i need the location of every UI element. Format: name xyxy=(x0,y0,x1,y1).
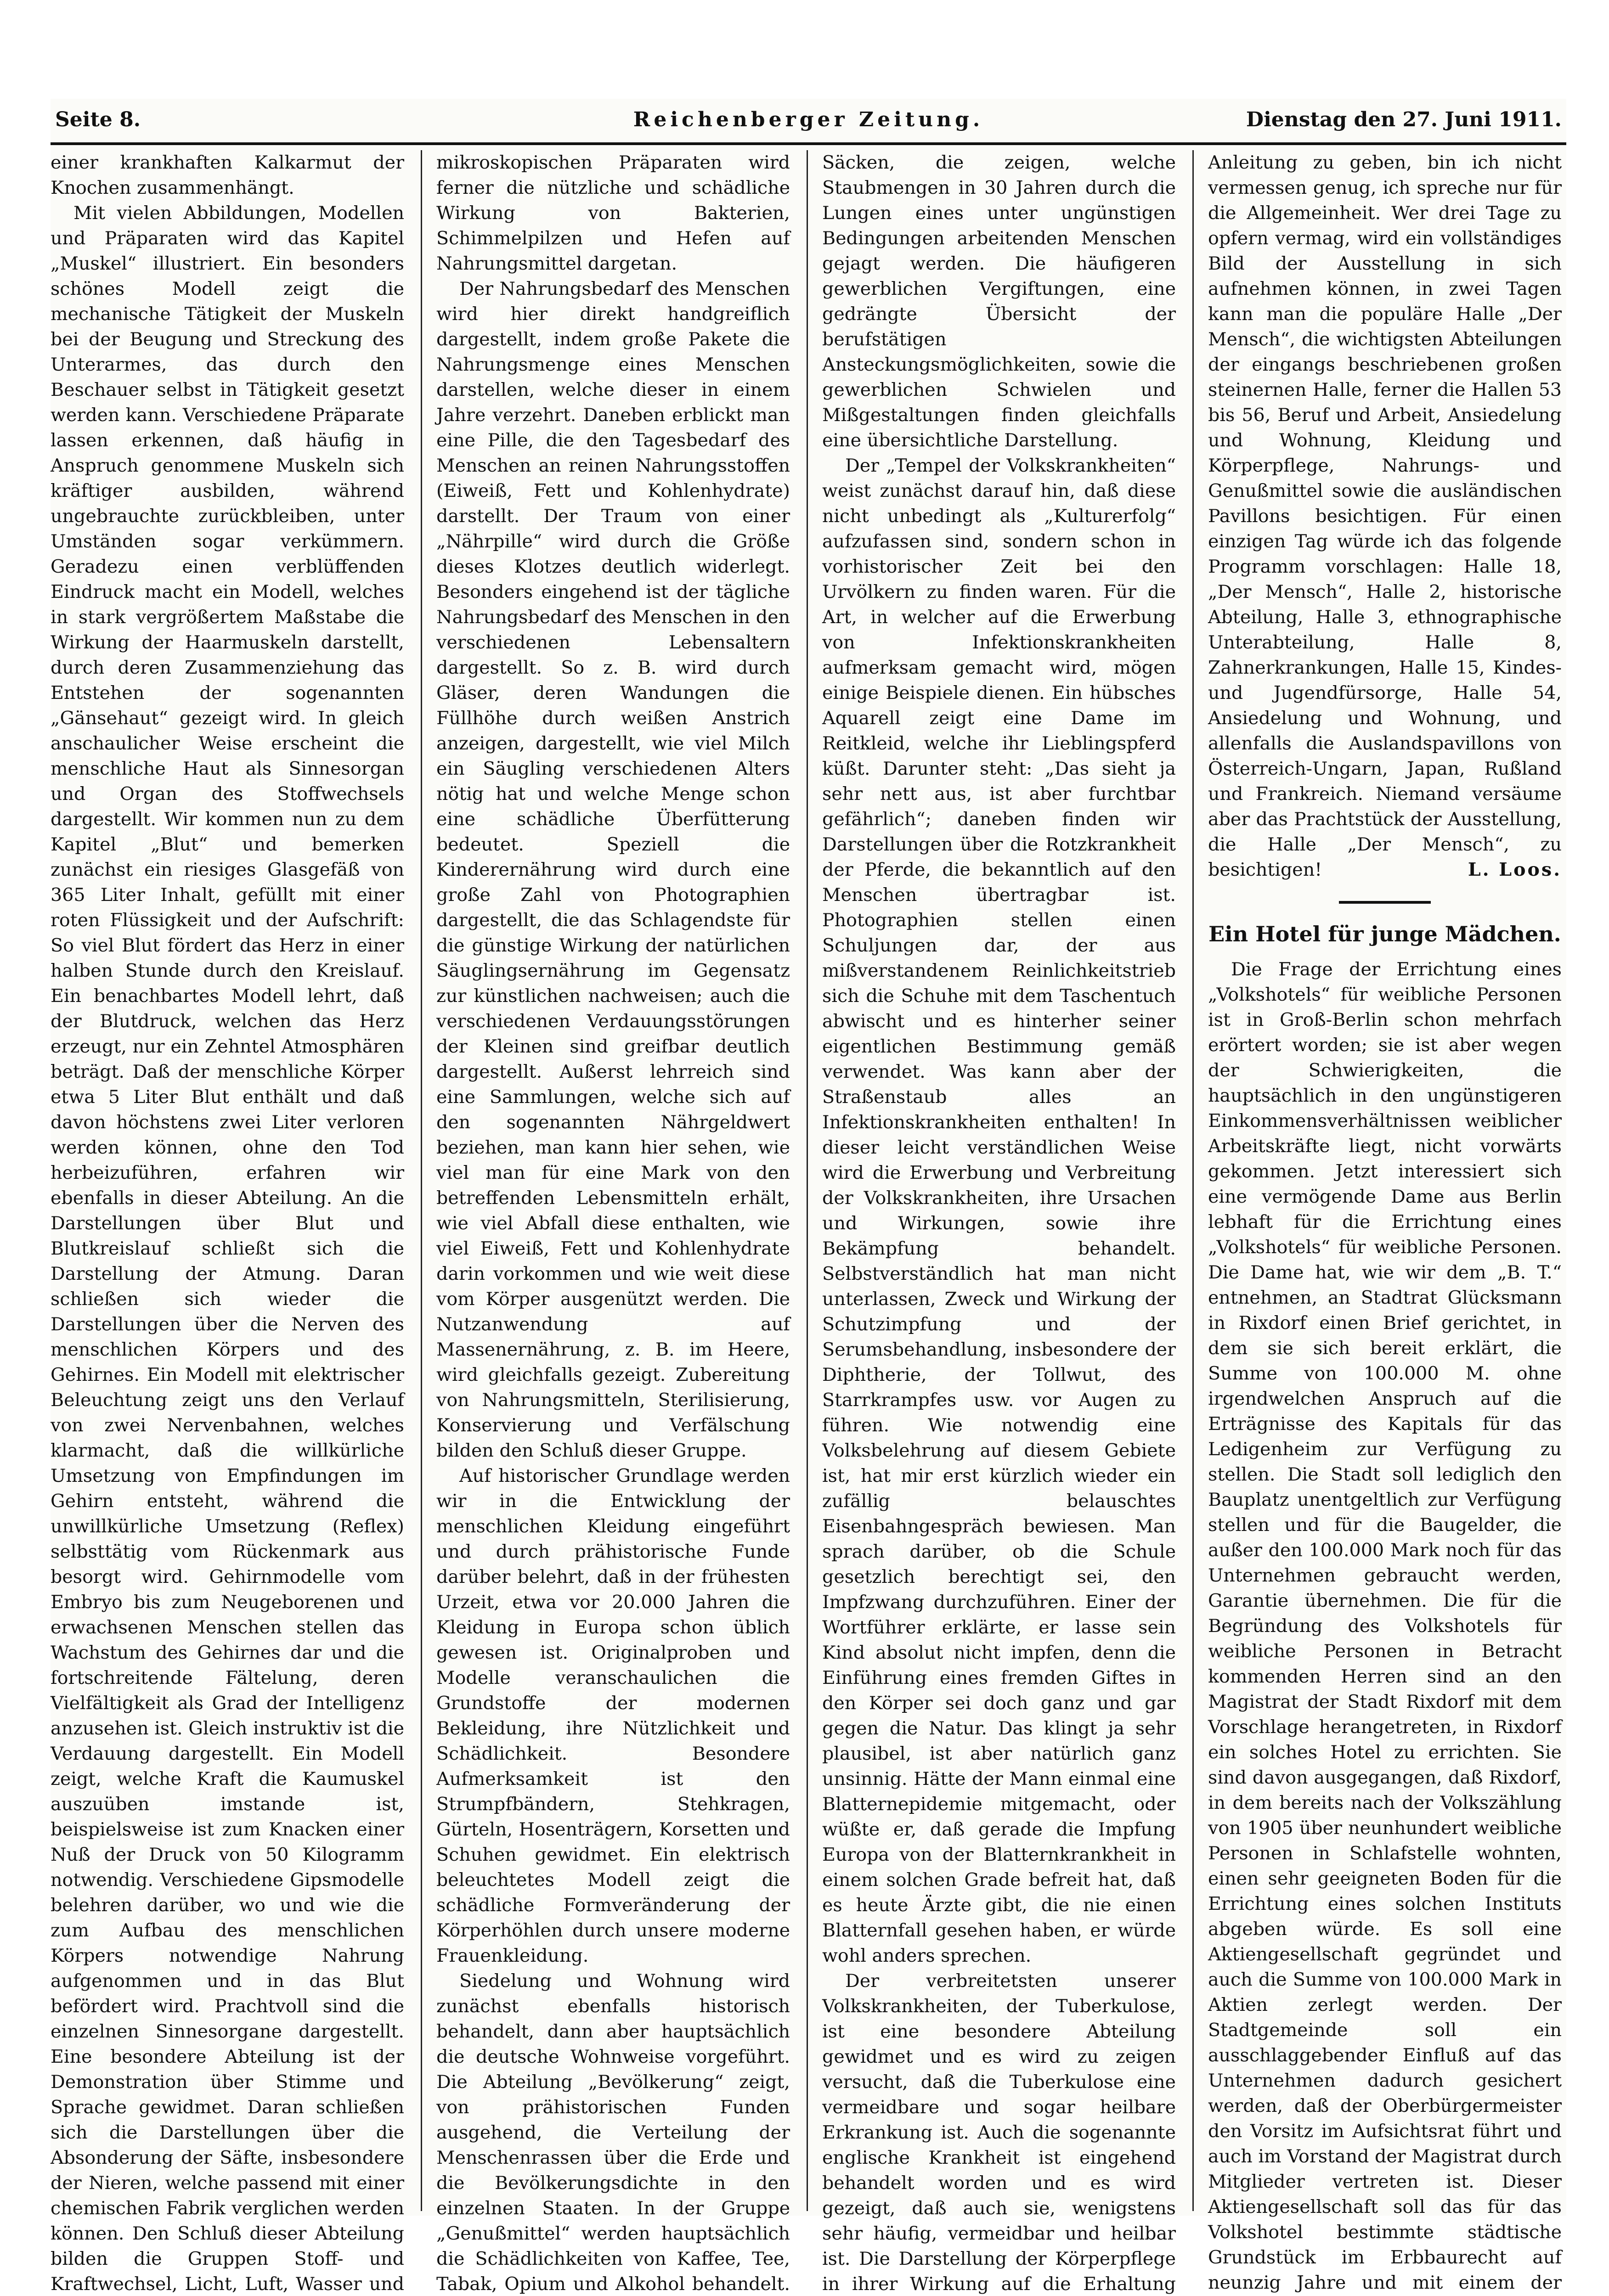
paragraph-text: Anleitung zu geben, bin ich nicht vermessen genug, ich spreche nur für die Allgemeinheit. Wer drei Tage zu opfern vermag, wird ein vollständiges Bild der Ausstellung in sich aufnehmen können, in zwei Tagen kann man die populäre Halle „Der Mensch“, die wichtigsten Abteilungen der eingangs beschriebenen großen steinernen Halle, ferner die Hallen 53 bis 56, Beruf und Arbeit, Ansiedelung und Wohnung, Kleidung und Körperpflege, Nahrungs- und Genußmittel sowie die ausländischen Pavillons besichtigen. Für einen einzigen Tag würde ich das folgende Programm vorschlagen: Halle 18, „Der Mensch“, Halle 2, historische Abteilung, Halle 3, ethnographische Unterabteilung, Halle 8, Zahnerkrankungen, Halle 15, Kindes- und Jugendfürsorge, Halle 54, Ansiedelung und Wohnung, und allenfalls die Auslandspavillons von Österreich-Ungarn, Japan, Rußland und Frankreich. Niemand versäume aber das Prachtstück der Ausstellung, die Halle „Der Mensch“, zu besichtigen! xyxy=(1208,152,1562,880)
newspaper-title: Reichenberger Zeitung. xyxy=(633,108,984,131)
article-headline: Ein Hotel für junge Mädchen. xyxy=(1208,922,1561,946)
author-signature: L. Loos. xyxy=(1468,859,1562,880)
column-2 xyxy=(436,150,790,2295)
page-header xyxy=(51,108,1566,140)
column-divider xyxy=(421,150,422,2211)
paragraph: Die Frage der Errichtung eines „Volkshotels“ für weibliche Personen ist in Groß-Berlin schon mehrfach erörtert worden; sie ist aber wegen der Schwierigkeiten, die hauptsächlich in den ungünstigeren Einkommensverhältnissen weiblicher Arbeitskräfte liegt, nicht vorwärts gekommen. Jetzt interessiert sich eine vermögende Dame aus Berlin lebhaft für die Errichtung eines „Volkshotels“ für weibliche Personen. Die Dame hat, wie wir dem „B. T.“ entnehmen, an Stadtrat Glücksmann in Rixdorf einen Brief gerichtet, in dem sie sich bereit erklärt, die Summe von 100.000 M. ohne irgendwelchen Anspruch auf die Erträgnisse des Kapitals für das Ledigenheim zur Verfügung zu stellen. Die Stadt soll lediglich den Bauplatz unentgeltlich zur Verfügung stellen und für die Baugelder, die außer den 100.000 Mark noch für das Unternehmen gebraucht werden, Garantie übernehmen. Die für die Begründung des Volkshotels für weibliche Personen in Betracht kommenden Herren sind an den Magistrat der Stadt Rixdorf mit dem Vorschlage herangetreten, in Rixdorf ein solches Hotel zu errichten. Sie sind davon ausgegangen, daß Rixdorf, in dem bereits nach der Volkszählung von 1905 über neunhundert weibliche Personen in Schlafstelle wohnten, einen sehr geeigneten Boden für die Errichtung eines solchen Instituts abgeben würde. Es soll eine Aktiengesellschaft gegründet und auch die Summe von 100.000 Mark in Aktien zerlegt werden. Der Stadtgemeinde soll ein ausschlaggebender Einfluß auf das Unternehmen dadurch gesichert werden, daß der Oberbürgermeister den Vorsitz im Aufsichtsrat führt und auch im Vorstand der Magistrat durch Mitglieder vertreten ist. Dieser Aktiengesellschaft soll das für das Volkshotel bestimmte städtische Grundstück im Erbbaurecht auf neunzig Jahre und mit einem der xyxy=(1208,959,1562,2293)
column-divider xyxy=(1192,150,1194,2211)
column-4 xyxy=(1208,150,1562,2293)
paragraph: Mit vielen Abbildungen, Modellen und Präparaten wird das Kapitel „Muskel“ illustriert. Ein besonders schönes Modell zeigt die mechanische Tätigkeit der Muskeln bei der Beugung und Streckung des Unterarmes, das durch den Beschauer selbst in Tätigkeit gesetzt werden kann. Verschiedene Präparate lassen erkennen, daß häufig in Anspruch genommene Muskeln sich kräftiger ausbilden, während ungebrauchte zurückbleiben, unter Umständen sogar verkümmern. Geradezu einen verblüffenden Eindruck macht ein Modell, welches in stark vergrößertem Maßstabe die Wirkung der Haarmuskeln darstellt, durch deren Zusammenziehung das Entstehen der sogenannten „Gänsehaut“ gezeigt wird. In gleich anschaulicher Weise erscheint die menschliche Haut als Sinnesorgan und Organ des Stoffwechsels dargestellt. Wir kommen nun zu dem Kapitel „Blut“ und bemerken zunächst ein riesiges Glasgefäß von 365 Liter Inhalt, gefüllt mit einer roten Flüssigkeit und der Aufschrift: So viel Blut fördert das Herz in einer halben Stunde durch den Kreislauf. Ein benachbartes Modell lehrt, daß der Blutdruck, welchen das Herz erzeugt, nur ein Zehntel Atmosphären beträgt. Daß der menschliche Körper etwa 5 Liter Blut enthält und daß davon höchstens zwei Liter verloren werden können, ohne den Tod herbeizuführen, erfahren wir ebenfalls in dieser Abteilung. An die Darstellungen über Blut und Blutkreislauf schließt sich die Darstellung der Atmung. Daran schließen sich wieder die Darstellungen über die Nerven des menschlichen Körpers und des Gehirnes. Ein Modell mit elektrischer Beleuchtung zeigt uns den Verlauf von zwei Nervenbahnen, welches klarmacht, daß die willkürliche Umsetzung von Empfindungen im Gehirn entsteht, während die unwillkürliche Umsetzung (Reflex) selbsttätig vom Rückenmark aus besorgt wird. Gehirnmodelle vom Embryo bis zum Neugeborenen und erwachsenen Menschen stellen das Wachstum des Gehirnes dar und die fortschreitende Fältelung, deren Vielfältigkeit als Grad der Intelligenz anzusehen ist. Gleich instruktiv ist die Verdauung dargestellt. Ein Modell zeigt, welche Kraft die Kaumuskel auszuüben imstande ist, beispielsweise ist zum Knacken einer Nuß der Druck von 50 Kilogramm notwendig. Verschiedene Gipsmodelle belehren darüber, wo und wie die zum Aufbau des menschlichen Körpers notwendige Nahrung aufgenommen und in das Blut befördert wird. Prachtvoll sind die einzelnen Sinnesorgane dargestellt. Eine besondere Abteilung ist der Demonstration über Stimme und Sprache gewidmet. Daran schließen sich die Darstellungen über die Absonderung der Säfte, insbesondere der Nieren, welche passend mit einer chemischen Fabrik verglichen werden können. Den Schluß dieser Abteilung bilden die Gruppen Stoff- und Kraftwechsel, Licht, Luft, Wasser und xyxy=(51,203,404,2295)
column-3 xyxy=(822,150,1176,2295)
page-number: Seite 8. xyxy=(55,108,141,131)
paragraph: einer krankhaften Kalkarmut der Knochen zusammenhängt. xyxy=(51,152,404,198)
header-rule xyxy=(51,142,1566,145)
column-divider xyxy=(807,150,808,2211)
paragraph: Der „Tempel der Volkskrankheiten“ weist zunächst darauf hin, daß diese nicht unbedingt als „Kulturerfolg“ aufzufassen sind, sondern schon in vorhistorischer Zeit bei den Urvölkern zu finden waren. Für die Art, in welcher auf die Erwerbung von Infektionskrankheiten aufmerksam gemacht wird, mögen einige Beispiele dienen. Ein hübsches Aquarell zeigt eine Dame im Reitkleid, welche ihr Lieblingspferd küßt. Darunter steht: „Das sieht ja sehr nett aus, ist aber furchtbar gefährlich“; daneben finden wir Darstellungen über die Rotzkrankheit der Pferde, die bekanntlich auf den Menschen übertragbar ist. Photographien stellen einen Schuljungen dar, der aus mißverstandenem Reinlichkeitstrieb sich die Schuhe mit dem Taschentuch abwischt und es hinterher seiner eigentlichen Bestimmung gemäß verwendet. Was kann aber der Straßenstaub alles an Infektionskrankheiten enthalten! In dieser leicht verständlichen Weise wird die Erwerbung und Verbreitung der Volkskrankheiten, ihre Ursachen und Wirkungen, sowie ihre Bekämpfung behandelt. Selbstverständlich hat man nicht unterlassen, Zweck und Wirkung der Schutzimpfung und der Serumsbehandlung, insbesondere der Diphtherie, der Tollwut, des Starrkrampfes usw. vor Augen zu führen. Wie notwendig eine Volksbelehrung auf diesem Gebiete ist, hat mir erst kürzlich wieder ein zufällig belauschtes Eisenbahngespräch bewiesen. Man sprach darüber, ob die Schule gesetzlich berechtigt sei, den Impfzwang durchzuführen. Einer der Wortführer erklärte, er lasse sein Kind absolut nicht impfen, denn die Einführung eines fremden Giftes in den Körper sei doch ganz und gar gegen die Natur. Das klingt ja sehr plausibel, ist aber natürlich ganz unsinnig. Hätte der Mann einmal eine Blatternepidemie mitgemacht, oder wüßte er, daß gerade die Impfung Europa von der Blatternkrankheit in einem solchen Grade befreit hat, daß es heute Ärzte gibt, die nie einen Blatternfall gesehen haben, er würde wohl anders sprechen. xyxy=(822,455,1176,1966)
paragraph: mikroskopischen Präparaten wird ferner die nützliche und schädliche Wirkung von Bakterien, Schimmelpilzen und Hefen auf Nahrungsmittel dargetan. xyxy=(436,152,790,274)
issue-date: Dienstag den 27. Juni 1911. xyxy=(1246,108,1562,131)
newspaper-page xyxy=(51,99,1566,2295)
paragraph xyxy=(1208,150,1562,883)
paragraph: Siedelung und Wohnung wird zunächst ebenfalls historisch behandelt, dann aber hauptsächlich die deutsche Wohnweise vorgeführt. Die Abteilung „Bevölkerung“ zeigt, von prähistorischen Funden ausgehend, die Verteilung der Menschenrassen über die Erde und die Bevölkerungsdichte in den einzelnen Staaten. In der Gruppe „Genußmittel“ werden hauptsächlich die Schädlichkeiten von Kaffee, Tee, Tabak, Opium und Alkohol behandelt. xyxy=(436,1970,790,2295)
column-1 xyxy=(51,150,404,2295)
paragraph: Säcken, die zeigen, welche Staubmengen in 30 Jahren durch die Lungen eines unter ungünstigen Bedingungen arbeitenden Menschen gejagt werden. Die häufigeren gewerblichen Vergiftungen, eine gedrängte Übersicht der berufstätigen Ansteckungsmöglichkeiten, sowie die gewerblichen Schwielen und Mißgestaltungen finden gleichfalls eine übersichtliche Darstellung. xyxy=(822,152,1176,451)
paragraph: Auf historischer Grundlage werden wir in die Entwicklung der menschlichen Kleidung eingeführt und durch prähistorische Funde darüber belehrt, daß in der frühesten Urzeit, etwa vor 20.000 Jahren die Kleidung in Europa schon üblich gewesen ist. Originalproben und Modelle veranschaulichen die Grundstoffe der modernen Bekleidung, ihre Nützlichkeit und Schädlichkeit. Besondere Aufmerksamkeit ist den Strumpfbändern, Stehkragen, Gürteln, Hosenträgern, Korsetten und Schuhen gewidmet. Ein elektrisch beleuchtetes Modell zeigt die schädliche Formveränderung der Körperhöhlen durch unsere moderne Frauenkleidung. xyxy=(436,1465,790,1966)
article-divider xyxy=(1339,901,1431,904)
paragraph: Der verbreitetsten unserer Volkskrankheiten, der Tuberkulose, ist eine besondere Abteilung gewidmet und es wird zu zeigen versucht, daß die Tuberkulose eine vermeidbare und sogar heilbare Erkrankung ist. Auch die sogenannte englische Krankheit ist eingehend behandelt worden und es wird gezeigt, daß auch sie, wenigstens sehr häufig, vermeidbar und heilbar ist. Die Darstellung der Körperpflege in ihrer Wirkung auf die Erhaltung xyxy=(822,1970,1176,2295)
paragraph: Der Nahrungsbedarf des Menschen wird hier direkt handgreiflich dargestellt, indem große Pakete die Nahrungsmenge eines Menschen darstellen, welche dieser in einem Jahre verzehrt. Daneben erblickt man eine Pille, die den Tagesbedarf des Menschen an reinen Nahrungsstoffen (Eiweiß, Fett und Kohlenhydrate) darstellt. Der Traum von einer „Nährpille“ wird durch die Größe dieses Klotzes deutlich widerlegt. Besonders eingehend ist der tägliche Nahrungsbedarf des Menschen in den verschiedenen Lebensaltern dargestellt. So z. B. wird durch Gläser, deren Wandungen die Füllhöhe durch weißen Anstrich anzeigen, dargestellt, wie viel Milch ein Säugling verschiedenen Alters nötig hat und welche Menge schon eine schädliche Überfütterung bedeutet. Speziell die Kinderernährung wird durch eine große Zahl von Photographien dargestellt, die das Schlagendste für die günstige Wirkung der natürlichen Säuglingsernährung im Gegensatz zur künstlichen nachweisen; auch die verschiedenen Verdauungsstörungen der Kleinen sind greifbar deutlich dargestellt. Außerst lehrreich sind eine Sammlungen, welche sich auf den sogenannten Nährgeldwert beziehen, man kann hier sehen, wie viel man für eine Mark von den betreffenden Lebensmitteln erhält, wie viel Abfall diese enthalten, wie viel Eiweiß, Fett und Kohlenhydrate darin vorkommen und wie weit diese vom Körper ausgenützt werden. Die Nutzanwendung auf Massenernährung, z. B. im Heere, wird gleichfalls gezeigt. Zubereitung von Nahrungsmitteln, Sterilisierung, Konservierung und Verfälschung bilden den Schluß dieser Gruppe. xyxy=(436,278,790,1461)
